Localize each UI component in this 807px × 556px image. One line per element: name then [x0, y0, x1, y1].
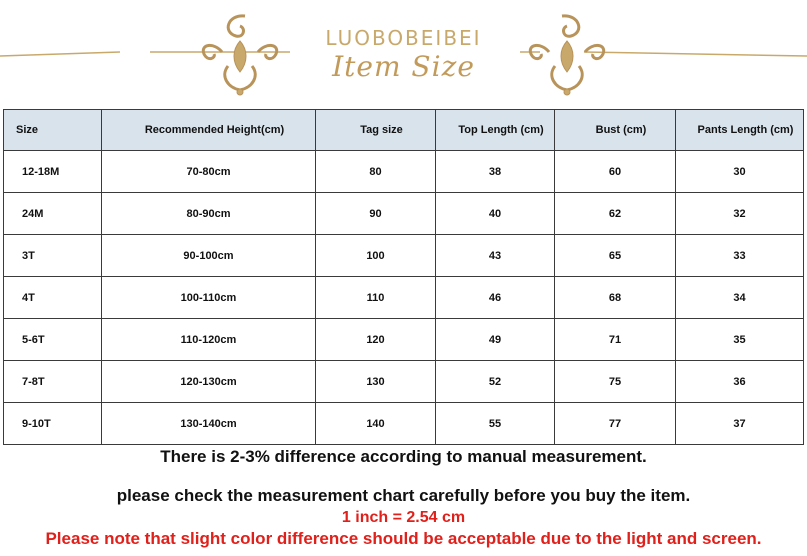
table-cell: 75: [555, 361, 676, 403]
table-cell: 130-140cm: [102, 403, 316, 445]
column-header-bust: Bust (cm): [555, 110, 676, 151]
table-cell: 110-120cm: [102, 319, 316, 361]
table-cell: 5-6T: [4, 319, 102, 361]
table-cell: 90: [316, 193, 436, 235]
column-header-top-length: Top Length (cm): [436, 110, 555, 151]
table-cell: 100-110cm: [102, 277, 316, 319]
column-header-height: Recommended Height(cm): [102, 110, 316, 151]
table-cell: 140: [316, 403, 436, 445]
table-row: [4, 235, 804, 277]
table-row: [4, 151, 804, 193]
table-cell: 4T: [4, 277, 102, 319]
table-row: [4, 403, 804, 445]
table-cell: 70-80cm: [102, 151, 316, 193]
table-cell: 65: [555, 235, 676, 277]
table-cell: 24M: [4, 193, 102, 235]
header: [0, 0, 807, 100]
table-row: [4, 193, 804, 235]
table-cell: 32: [676, 193, 804, 235]
ornament-right-icon: [520, 6, 807, 96]
table-cell: 12-18M: [4, 151, 102, 193]
table-cell: 36: [676, 361, 804, 403]
table-cell: 33: [676, 235, 804, 277]
table-cell: 55: [436, 403, 555, 445]
table-cell: 30: [676, 151, 804, 193]
table-cell: 7-8T: [4, 361, 102, 403]
table-cell: 77: [555, 403, 676, 445]
note-color-difference: Please note that slight color difference should be acceptable due to the light and screen.: [45, 529, 762, 548]
table-cell: 60: [555, 151, 676, 193]
table-cell: 110: [316, 277, 436, 319]
brand-logo-text: LUOBOBEIBEI: [325, 26, 482, 50]
table-cell: 37: [676, 403, 804, 445]
table-cell: 40: [436, 193, 555, 235]
table-cell: 90-100cm: [102, 235, 316, 277]
note-check-chart: please check the measurement chart carefully before you buy the item.: [116, 486, 691, 505]
column-header-pants-length: Pants Length (cm): [676, 110, 804, 151]
table-cell: 120: [316, 319, 436, 361]
table-row: [4, 277, 804, 319]
column-header-size: Size: [4, 110, 102, 151]
note-difference: There is 2-3% difference according to manual measurement.: [160, 447, 647, 466]
table-cell: 9-10T: [4, 403, 102, 445]
table-cell: 34: [676, 277, 804, 319]
note-inch-conversion: 1 inch = 2.54 cm: [341, 509, 466, 526]
table-cell: 68: [555, 277, 676, 319]
table-cell: 100: [316, 235, 436, 277]
table-row: [4, 361, 804, 403]
table-cell: 3T: [4, 235, 102, 277]
table-cell: 35: [676, 319, 804, 361]
table-cell: 80-90cm: [102, 193, 316, 235]
column-header-tag-size: Tag size: [316, 110, 436, 151]
size-chart-table: [3, 109, 804, 445]
table-cell: 120-130cm: [102, 361, 316, 403]
table-cell: 62: [555, 193, 676, 235]
table-header-row: [4, 110, 804, 151]
page-title: Item Size: [332, 50, 475, 83]
table-cell: 46: [436, 277, 555, 319]
table-cell: 71: [555, 319, 676, 361]
table-cell: 43: [436, 235, 555, 277]
table-cell: 130: [316, 361, 436, 403]
table-cell: 52: [436, 361, 555, 403]
table-cell: 80: [316, 151, 436, 193]
table-cell: 49: [436, 319, 555, 361]
table-cell: 38: [436, 151, 555, 193]
table-row: [4, 319, 804, 361]
